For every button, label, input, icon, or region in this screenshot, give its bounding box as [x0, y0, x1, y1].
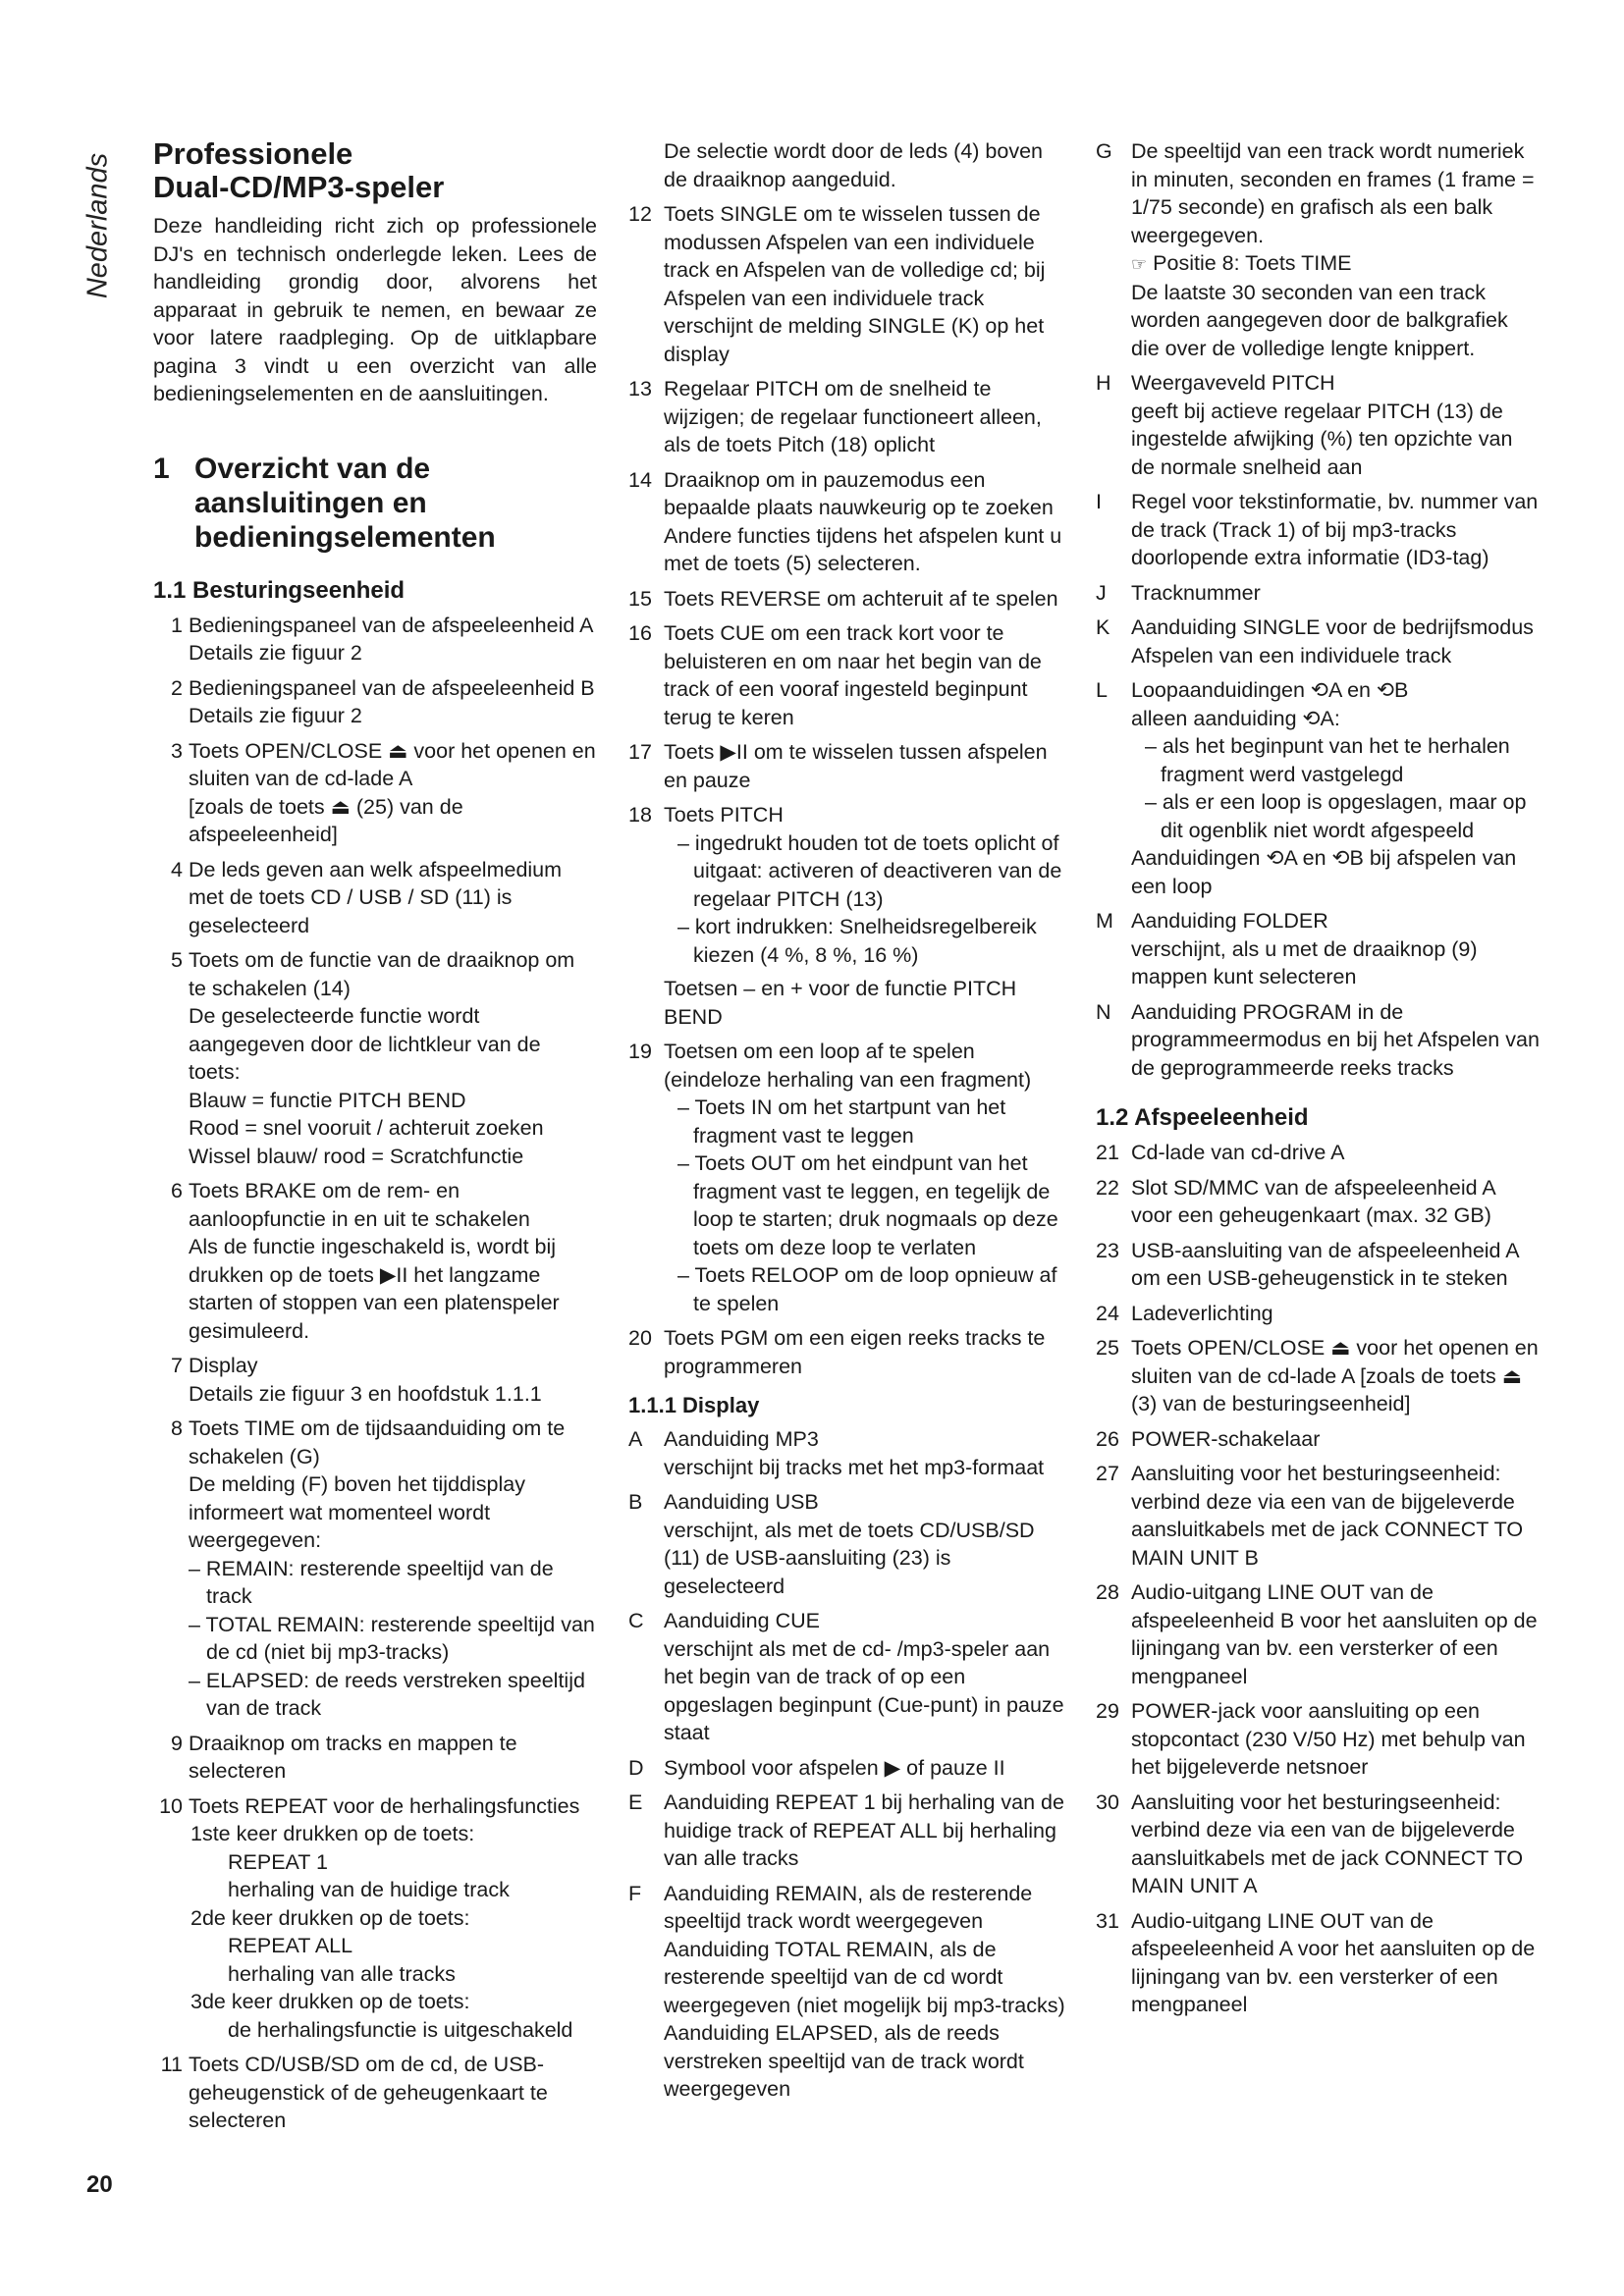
list-item: 31 Audio-uitgang LINE OUT van de afspeeleenheid A voor het aansluiten op de lijningang van bv. een versterker of een mengpaneel — [1096, 1908, 1536, 2016]
side-language-tab — [79, 147, 118, 304]
list-item: 21 Cd-lade van cd-drive A — [1096, 1141, 1345, 1164]
list-item-11: 11 Toets CD/USB/SD om de cd, de USB-geheugenstick of de geheugenkaart te selecteren — [160, 2053, 548, 2132]
pointing-hand-icon: ☞ — [1131, 254, 1148, 274]
list-item: 16 Toets CUE om een track kort voor te beluisteren en om naar het begin van de track of een vooraf ingesteld beginpunt terug te keren — [628, 621, 1042, 729]
display-item: A Aanduiding MP3 verschijnt bij tracks met het mp3-formaat — [628, 1427, 1045, 1479]
list-item: 6 Toets BRAKE om de rem- en aanloopfunctie in en uit te schakelen Als de functie ingeschakeld is, wordt bij drukken op de toets ▶II het langzame starten of stoppen van een platenspeler gesimuleerd. — [171, 1179, 560, 1343]
list-item-19: 19 Toetsen om een loop af te spelen (eindeloze herhaling van een fragment) – Toets IN om het startpunt van het fragment vast te leggen – Toets OUT om het eindpunt van het fragment vast te leggen, en tegelijk de loop te starten; druk nogmaals op deze toets om deze loop te verlaten – Toets RELOOP om de loop opnieuw af te spelen — [628, 1040, 1058, 1315]
display-item-G: G De speeltijd van een track wordt numeriek in minuten, seconden en frames (1 frame = 1/75 seconde) en grafisch als een balk weergegeven. ☞ Positie 8: Toets TIME De laatste 30 seconden van een track worden aangegeven door de balkgrafiek die over de volledige lengte knippert. — [1096, 139, 1535, 360]
list-item: 4 De leds geven aan welk afspeelmedium met de toets CD / USB / SD (11) is geselecteerd — [171, 857, 563, 937]
list-item: 28 Audio-uitgang LINE OUT van de afspeeleenheid B voor het aansluiten op de lijningang van bv. een versterker of een mengpaneel — [1096, 1580, 1538, 1688]
section-1-2-heading: 1.2 Afspeeleenheid — [1096, 1104, 1309, 1131]
side-language-label: Nederlands — [81, 152, 114, 299]
list-item: 29 POWER-jack voor aansluiting op een stopcontact (230 V/50 Hz) met behulp van het bijgeleverde netsnoer — [1096, 1699, 1526, 1779]
display-item: H Weergaveveld PITCH geeft bij actieve regelaar PITCH (13) de ingestelde afwijking (%) ten opzichte van de normale snelheid aan — [1096, 371, 1513, 479]
display-item: E Aanduiding REPEAT 1 bij herhaling van de huidige track of REPEAT ALL bij herhaling van alle tracks — [628, 1790, 1064, 1870]
display-item: N Aanduiding PROGRAM in de programmeermodus en bij het Afspelen van de geprogrammeerde reeks tracks — [1096, 999, 1540, 1080]
display-item: B Aanduiding USB verschijnt, als met de toets CD/USB/SD (11) de USB-aansluiting (23) is geselecteerd — [628, 1490, 1035, 1598]
list-item: 1 Bedieningspaneel van de afspeeleenheid A Details zie figuur 2 — [171, 613, 594, 665]
list-item: 5 Toets om de functie van de draaiknop om te schakelen (14) De geselecteerde functie wordt aangegeven door de lichtkleur van de toets: Blauw = functie PITCH BEND Rood = snel vooruit / achteruit zoeken Wissel blauw/ rood = Scratchfunctie — [171, 948, 575, 1168]
display-item: D Symbool voor afspelen ▶ of pauze II — [628, 1755, 1005, 1780]
display-item: K Aanduiding SINGLE voor de bedrijfsmodus Afspelen van een individuele track — [1096, 615, 1534, 667]
display-item-L: L Loopaanduidingen ⟲A en ⟲B alleen aanduiding ⟲A: – als het beginpunt van het te herhalen fragment werd vastgelegd – als er een loop is opgeslagen, maar op dit ogenblik niet wordt afgespeeld Aanduidingen ⟲A en ⟲B bij afspelen van een loop — [1096, 678, 1527, 898]
list-item: 30 Aansluiting voor het besturingseenheid: verbind deze via een van de bijgeleverde aansluitkabels met de jack CONNECT TO MAIN UNIT A — [1096, 1789, 1524, 1897]
continuation-text: De selectie wordt door de leds (4) boven de draaiknop aangeduid. — [664, 139, 1044, 191]
display-item: M Aanduiding FOLDER verschijnt, als u met de draaiknop (9) mappen kunt selecteren — [1096, 909, 1478, 988]
list-item: 13 Regelaar PITCH om de snelheid te wijzigen; de regelaar functioneert alleen, als de toets Pitch (18) oplicht — [628, 377, 1042, 456]
list-item: 17 Toets ▶II om te wisselen tussen afspelen en pauze — [628, 740, 1048, 792]
list-item: 2 Bedieningspaneel van de afspeeleenheid B Details zie figuur 2 — [171, 675, 595, 727]
list-item-20: 20 Toets PGM om een eigen reeks tracks te programmeren — [628, 1326, 1046, 1378]
list-item: 15 Toets REVERSE om achteruit af te spelen — [628, 586, 1058, 611]
list-item-10: 10 Toets REPEAT voor de herhalingsfuncties 1ste keer drukken op de toets: REPEAT 1 herhaling van de huidige track 2de keer drukken op de toets: REPEAT ALL herhaling van alle tracks 3de keer drukken op de toets: de herhalingsfunctie is uitgeschakeld — [159, 1793, 580, 2042]
list-items-1-7 — [153, 612, 597, 1409]
page-number: 20 — [86, 2171, 113, 2198]
list-item-8: 8 Toets TIME om de tijdsaanduiding om te schakelen (G) De melding (F) boven het tijddisplay informeert wat momenteel wordt weergegeven: – REMAIN: resterende speeltijd van de track – TOTAL REMAIN: resterende speeltijd van de cd (niet bij mp3-tracks) – ELAPSED: de reeds verstreken speeltijd van de track — [171, 1416, 595, 1720]
display-item: F Aanduiding REMAIN, als de resterende speeltijd track wordt weergegeven Aanduiding TOTAL REMAIN, als de resterende speeltijd van de cd wordt weergegeven (niet mogelijk bij mp3-tracks) Aanduiding ELAPSED, als de reeds verstreken speeltijd van de track wordt weergegeven — [628, 1881, 1065, 2101]
list-item: 12 Toets SINGLE om te wisselen tussen de modussen Afspelen van een individuele track en Afspelen van de volledige cd; bij Afspelen van een individuele track verschijnt de melding SINGLE (K) op het display — [628, 202, 1046, 366]
list-item: 25 Toets OPEN/CLOSE ⏏ voor het openen en sluiten van de cd-lade A [zoals de toets ⏏ (3) van de besturingseenheid] — [1096, 1336, 1539, 1415]
display-item: C Aanduiding CUE verschijnt als met de cd- /mp3-speler aan het begin van de track of op een opgeslagen beginpunt (Cue-punt) in pauze staat — [628, 1609, 1064, 1744]
list-item: 22 Slot SD/MMC van de afspeeleenheid A voor een geheugenkaart (max. 32 GB) — [1096, 1175, 1495, 1227]
column-3 — [1096, 137, 1540, 2026]
column-1 — [153, 137, 597, 2142]
list-item: 27 Aansluiting voor het besturingseenheid: verbind deze via een van de bijgeleverde aansluitkabels met de jack CONNECT TO MAIN UNIT B — [1096, 1462, 1524, 1570]
list-item-18: 18 Toets PITCH – ingedrukt houden tot de toets oplicht of uitgaat: activeren of deactiveren van de regelaar PITCH (13) – kort indrukken: Snelheidsregelbereik kiezen (4 %, 8 %, 16 %) Toetsen – en + voor de functie PITCH BEND — [628, 803, 1062, 1029]
column-2 — [628, 137, 1068, 2110]
list-item: 3 Toets OPEN/CLOSE ⏏ voor het openen en sluiten van de cd-lade A [zoals de toets ⏏ (25) van de afspeeleenheid] — [171, 738, 596, 846]
list-item: 23 USB-aansluiting van de afspeeleenheid A om een USB-geheugenstick in te steken — [1096, 1238, 1519, 1290]
list-item: 7 Display Details zie figuur 3 en hoofdstuk 1.1.1 — [171, 1354, 542, 1406]
list-item: 14 Draaiknop om in pauzemodus een bepaalde plaats nauwkeurig op te zoeken Andere functies tijdens het afspelen kunt u met de toets (5) selecteren. — [628, 467, 1062, 575]
display-item: J Tracknummer — [1096, 580, 1261, 605]
section-1-1-1-heading: 1.1.1 Display — [628, 1393, 760, 1417]
list-item-9: 9 Draaiknop om tracks en mappen te selecteren — [171, 1731, 517, 1783]
page-title: Professionele Dual-CD/MP3-speler — [153, 136, 445, 204]
intro-paragraph: Deze handleiding richt zich op professionele DJ's en technisch onderlegde leken. Lees de handleiding grondig door, alvorens het apparaat in gebruik te nemen, en bewaar ze voor latere raadpleging. Op de uitklapbare pagina 3 vindt u een overzicht van alle bedieningselementen en de aansluitingen. — [153, 214, 597, 405]
list-item: 26 POWER-schakelaar — [1096, 1426, 1321, 1451]
list-item: 24 Ladeverlichting — [1096, 1301, 1273, 1325]
section-1-1-heading: 1.1 Besturingseenheid — [153, 576, 406, 604]
display-item: I Regel voor tekstinformatie, bv. nummer van de track (Track 1) of bij mp3-tracks doorlopende extra informatie (ID3-tag) — [1096, 490, 1539, 569]
section-1-heading: 1 Overzicht van de aansluitingen en bedieningselementen — [153, 452, 496, 554]
